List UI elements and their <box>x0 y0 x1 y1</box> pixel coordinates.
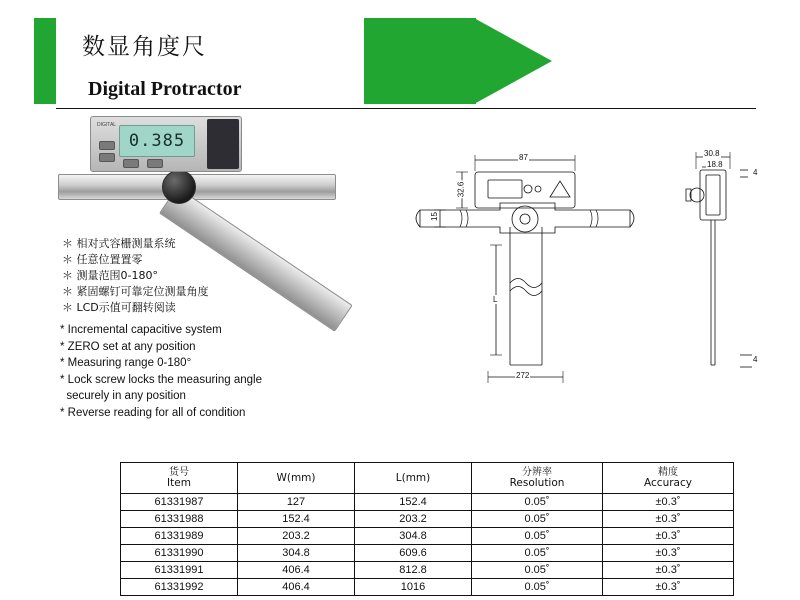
dim-side-width: 30.8 <box>704 149 720 158</box>
cell-resolution: 0.05˚ <box>472 511 603 528</box>
battery-cover <box>207 119 239 169</box>
column-header-accuracy <box>603 463 734 494</box>
dim-side-thickness-top: 4 <box>753 168 758 177</box>
drawing-svg <box>400 115 790 395</box>
column-header-width <box>238 463 355 494</box>
cell-width: 127 <box>238 494 355 511</box>
feature-en-4: * Lock screw locks the measuring angle <box>60 373 262 386</box>
display-brand-label: DIGITAL <box>97 122 117 128</box>
table-row <box>121 511 734 528</box>
specification-table <box>120 462 734 596</box>
table-row <box>121 494 734 511</box>
cell-resolution: 0.05˚ <box>472 494 603 511</box>
banner-right-block <box>364 18 476 104</box>
cell-item: 61331989 <box>121 528 238 545</box>
cell-width: 152.4 <box>238 511 355 528</box>
cell-resolution: 0.05˚ <box>472 528 603 545</box>
feature-en-3: * Measuring range 0-180° <box>60 357 192 369</box>
cell-accuracy: ±0.3˚ <box>603 511 734 528</box>
cell-accuracy: ±0.3˚ <box>603 494 734 511</box>
column-header-resolution-cn: 分辨率 <box>522 467 552 478</box>
dim-blade-length: L <box>493 295 498 304</box>
cell-length: 304.8 <box>355 528 472 545</box>
cell-accuracy: ±0.3˚ <box>603 545 734 562</box>
column-header-accuracy-en: Accuracy <box>644 477 692 489</box>
dim-blade-width: 272 <box>516 371 530 380</box>
hold-button[interactable] <box>123 159 139 168</box>
features-list-cn <box>62 236 209 316</box>
table-row <box>121 562 734 579</box>
dim-head-height: 32.6 <box>456 181 466 198</box>
digital-display-unit <box>90 116 242 172</box>
cell-resolution: 0.05˚ <box>472 545 603 562</box>
column-header-accuracy-cn: 精度 <box>658 467 678 478</box>
banner-left-stripe <box>34 18 56 104</box>
cell-width: 406.4 <box>238 579 355 596</box>
table-row <box>121 528 734 545</box>
table-header-row <box>121 463 734 494</box>
page-title-en: Digital Protractor <box>88 78 242 100</box>
header-divider <box>56 108 756 109</box>
feature-en-2: * ZERO set at any position <box>60 340 196 353</box>
cell-accuracy: ±0.3˚ <box>603 562 734 579</box>
column-header-width-en: W(mm) <box>276 471 316 484</box>
dim-front-width: 87 <box>519 153 528 162</box>
page-title-cn: 数显角度尺 <box>82 34 207 60</box>
page-header <box>0 8 800 106</box>
feature-en-5: securely in any position <box>60 390 186 402</box>
feature-cn-4: ＊ 紧固螺钉可靠定位测量角度 <box>62 285 209 298</box>
cell-item: 61331988 <box>121 511 238 528</box>
cell-length: 1016 <box>355 579 472 596</box>
table-body <box>121 494 734 596</box>
cell-resolution: 0.05˚ <box>472 562 603 579</box>
column-header-resolution <box>472 463 603 494</box>
column-header-length <box>355 463 472 494</box>
banner-arrow <box>474 18 552 104</box>
cell-item: 61331992 <box>121 579 238 596</box>
column-header-item-cn: 货号 <box>169 467 189 478</box>
cell-length: 152.4 <box>355 494 472 511</box>
cell-length: 812.8 <box>355 562 472 579</box>
dim-bar-thickness: 15 <box>429 212 439 221</box>
cell-resolution: 0.05˚ <box>472 579 603 596</box>
zero-button[interactable] <box>99 141 115 150</box>
cell-width: 304.8 <box>238 545 355 562</box>
feature-cn-2: ＊ 任意位置置零 <box>62 253 143 266</box>
cell-width: 406.4 <box>238 562 355 579</box>
table-header <box>121 463 734 494</box>
cell-accuracy: ±0.3˚ <box>603 528 734 545</box>
feature-cn-3: ＊ 测量范围0-180° <box>62 269 158 282</box>
column-header-item-en: Item <box>167 477 191 489</box>
protractor-pivot <box>162 170 196 204</box>
feature-en-6: * Reverse reading for all of condition <box>60 406 246 419</box>
feature-en-1: * Incremental capacitive system <box>60 324 222 336</box>
technical-drawing <box>400 115 790 395</box>
on-off-button[interactable] <box>99 153 115 162</box>
table-row <box>121 579 734 596</box>
lcd-screen: 0.385 <box>119 125 195 157</box>
table-row <box>121 545 734 562</box>
cell-accuracy: ±0.3˚ <box>603 579 734 596</box>
cell-item: 61331987 <box>121 494 238 511</box>
cell-length: 609.6 <box>355 545 472 562</box>
dim-side-thickness-bottom: 4 <box>753 355 758 364</box>
protractor-base-bar <box>58 174 336 200</box>
feature-cn-1: ＊ 相对式容栅测量系统 <box>62 237 176 250</box>
column-header-item <box>121 463 238 494</box>
cell-item: 61331991 <box>121 562 238 579</box>
dim-side-inner: 18.8 <box>707 160 723 169</box>
column-header-length-en: L(mm) <box>395 471 431 484</box>
unit-button[interactable] <box>147 159 163 168</box>
features-list-en <box>60 322 262 421</box>
feature-cn-5: ＊ LCD示值可翻转阅读 <box>62 301 176 314</box>
column-header-resolution-en: Resolution <box>509 477 565 489</box>
cell-length: 203.2 <box>355 511 472 528</box>
cell-item: 61331990 <box>121 545 238 562</box>
cell-width: 203.2 <box>238 528 355 545</box>
